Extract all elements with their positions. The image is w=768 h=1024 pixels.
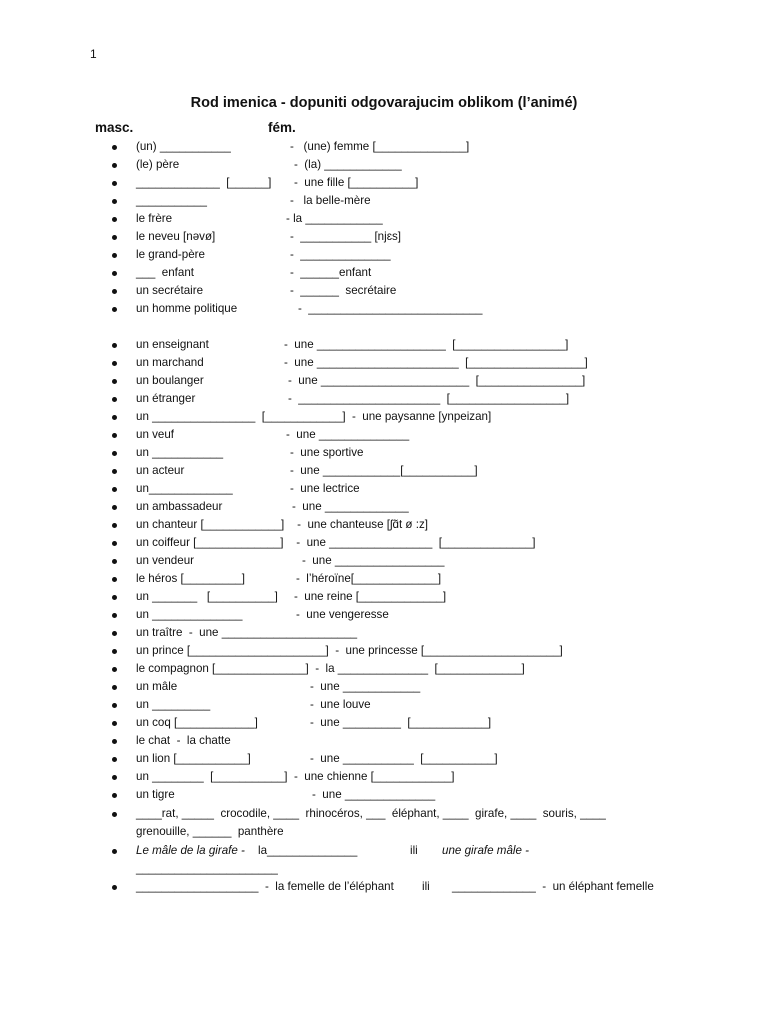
exercise-line bbox=[0, 606, 768, 624]
bullet-icon bbox=[112, 361, 117, 366]
exercise-text: - (une) femme [______________] bbox=[290, 140, 470, 153]
bullet-icon bbox=[112, 595, 117, 600]
exercise-text: - ___________________________ bbox=[298, 302, 483, 315]
bullet-icon bbox=[112, 397, 117, 402]
exercise-text: - une vengeresse bbox=[296, 608, 389, 621]
exercise-text: un_____________ bbox=[136, 482, 233, 495]
bullet-icon bbox=[112, 235, 117, 240]
exercise-text: (le) père bbox=[136, 158, 180, 171]
bullet-icon bbox=[112, 577, 117, 582]
exercise-line bbox=[0, 354, 768, 372]
exercise-text: un marchand bbox=[136, 356, 204, 369]
exercise-line bbox=[0, 860, 768, 878]
exercise-text: - ___________ [njɛs] bbox=[290, 230, 402, 243]
exercise-text: un mâle bbox=[136, 680, 178, 693]
exercise-line bbox=[0, 246, 768, 264]
bullet-icon bbox=[112, 613, 117, 618]
exercise-line bbox=[0, 878, 768, 896]
exercise-text: - une _________ [____________] bbox=[310, 716, 492, 729]
exercise-text: ili bbox=[422, 880, 430, 893]
exercise-text: ___ enfant bbox=[136, 266, 195, 279]
exercise-text: un prince [_____________________] - une princesse [_____________________] bbox=[136, 644, 563, 657]
bullet-icon bbox=[112, 181, 117, 186]
exercise-line bbox=[0, 372, 768, 390]
bullet-icon bbox=[112, 145, 117, 150]
exercise-line bbox=[0, 282, 768, 300]
bullet-icon bbox=[112, 199, 117, 204]
exercise-text: un tigre bbox=[136, 788, 175, 801]
exercise-text: - une sportive bbox=[290, 446, 364, 459]
bullet-icon bbox=[112, 631, 117, 636]
exercise-text: _____________ - un éléphant femelle bbox=[452, 880, 654, 893]
exercise-text: ______________________ bbox=[136, 862, 278, 875]
exercise-text: - une ____________________ [_________________] bbox=[284, 338, 569, 351]
exercise-text: un ________ [___________] - une chienne [____________] bbox=[136, 770, 455, 783]
exercise-line bbox=[0, 534, 768, 552]
exercise-text: (un) ___________ bbox=[136, 140, 231, 153]
exercise-line bbox=[0, 462, 768, 480]
bullet-icon bbox=[112, 703, 117, 708]
exercise-text: un veuf bbox=[136, 428, 175, 441]
exercise-line bbox=[0, 426, 768, 444]
exercise-text: le chat - la chatte bbox=[136, 734, 231, 747]
column-heading-feminine: fém. bbox=[268, 120, 296, 135]
bullet-icon bbox=[112, 469, 117, 474]
exercise-text: un acteur bbox=[136, 464, 185, 477]
exercise-text: un coiffeur [_____________] - une ________________ [______________] bbox=[136, 536, 536, 549]
bullet-icon bbox=[112, 775, 117, 780]
exercise-text: - une ____________[___________] bbox=[290, 464, 478, 477]
bullet-icon bbox=[112, 885, 117, 890]
exercise-text: - la belle-mère bbox=[290, 194, 371, 207]
exercise-text: un ______________ bbox=[136, 608, 243, 621]
bullet-icon bbox=[112, 415, 117, 420]
bullet-icon bbox=[112, 505, 117, 510]
bullet-icon bbox=[112, 343, 117, 348]
exercise-line bbox=[0, 732, 768, 750]
exercise-text: un traître - une _____________________ bbox=[136, 626, 358, 639]
exercise-text: - une _________________ bbox=[302, 554, 445, 567]
bullet-icon bbox=[112, 649, 117, 654]
exercise-text: ___________________ - la femelle de l’éléphant bbox=[136, 880, 394, 893]
exercise-text: le compagnon [______________] - la ______________ [_____________] bbox=[136, 662, 525, 675]
exercise-line bbox=[0, 696, 768, 714]
exercise-text: un _________ bbox=[136, 698, 211, 711]
exercise-text: - ______________________ [__________________] bbox=[288, 392, 570, 405]
exercise-text: - une fille [__________] bbox=[294, 176, 419, 189]
exercise-line bbox=[0, 660, 768, 678]
exercise-text: le héros [_________] bbox=[136, 572, 245, 585]
exercise-text: - une ___________ [___________] bbox=[310, 752, 498, 765]
exercise-text: un ___________ bbox=[136, 446, 224, 459]
exercise-text: un lion [___________] bbox=[136, 752, 251, 765]
exercise-text: - une lectrice bbox=[290, 482, 360, 495]
bullet-icon bbox=[112, 757, 117, 762]
exercise-line bbox=[0, 786, 768, 804]
exercise-line bbox=[0, 228, 768, 246]
exercise-text: ili bbox=[410, 844, 418, 857]
exercise-text: ___________ bbox=[136, 194, 207, 207]
exercise-text: un secrétaire bbox=[136, 284, 204, 297]
bullet-icon bbox=[112, 451, 117, 456]
exercise-line bbox=[0, 444, 768, 462]
bullet-icon bbox=[112, 739, 117, 744]
bullet-icon bbox=[112, 379, 117, 384]
exercise-text: - ______enfant bbox=[290, 266, 372, 279]
column-heading-masculine: masc. bbox=[95, 120, 134, 135]
bullet-icon bbox=[112, 541, 117, 546]
bullet-icon bbox=[112, 289, 117, 294]
exercise-text: - une ____________ bbox=[310, 680, 421, 693]
bullet-icon bbox=[112, 793, 117, 798]
exercise-line bbox=[0, 823, 768, 841]
exercise-line bbox=[0, 570, 768, 588]
bullet-icon bbox=[112, 307, 117, 312]
exercise-text: - (la) ____________ bbox=[294, 158, 402, 171]
exercise-line bbox=[0, 678, 768, 696]
exercise-line bbox=[0, 264, 768, 282]
exercise-line bbox=[0, 642, 768, 660]
exercise-line bbox=[0, 156, 768, 174]
exercise-line bbox=[0, 408, 768, 426]
exercise-text: le grand-père bbox=[136, 248, 205, 261]
bullet-icon bbox=[112, 721, 117, 726]
exercise-line bbox=[0, 624, 768, 642]
exercise-text: - la ____________ bbox=[286, 212, 383, 225]
exercise-line bbox=[0, 714, 768, 732]
exercise-line bbox=[0, 390, 768, 408]
exercise-text: - une _______________________ [________________] bbox=[288, 374, 586, 387]
exercise-line bbox=[0, 842, 768, 860]
exercise-line bbox=[0, 480, 768, 498]
exercise-text: - ______________ bbox=[290, 248, 391, 261]
exercise-line bbox=[0, 588, 768, 606]
bullet-icon bbox=[112, 667, 117, 672]
exercise-text: un vendeur bbox=[136, 554, 195, 567]
exercise-text: le frère bbox=[136, 212, 173, 225]
exercise-line bbox=[0, 174, 768, 192]
exercise-text: la______________ bbox=[258, 844, 358, 857]
exercise-text: - une _____________ bbox=[292, 500, 409, 513]
exercise-text: _____________ [______] bbox=[136, 176, 272, 189]
exercise-line bbox=[0, 805, 768, 823]
exercise-line bbox=[0, 516, 768, 534]
exercise-text: un boulanger bbox=[136, 374, 204, 387]
exercise-text: Le mâle de la girafe - bbox=[136, 844, 245, 857]
exercise-line bbox=[0, 768, 768, 786]
exercise-text: un _______ [__________] - une reine [_____________] bbox=[136, 590, 447, 603]
exercise-line bbox=[0, 552, 768, 570]
bullet-icon bbox=[112, 849, 117, 854]
exercise-text: - une ______________ bbox=[312, 788, 436, 801]
exercise-line bbox=[0, 498, 768, 516]
worksheet-title: Rod imenica - dopuniti odgovarajucim oblikom (l’animé) bbox=[190, 95, 578, 111]
exercise-line bbox=[0, 336, 768, 354]
bullet-icon bbox=[112, 487, 117, 492]
exercise-text: un étranger bbox=[136, 392, 196, 405]
exercise-line bbox=[0, 300, 768, 318]
exercise-text: - l’héroïne[_____________] bbox=[296, 572, 442, 585]
exercise-line bbox=[0, 138, 768, 156]
exercise-text: un enseignant bbox=[136, 338, 209, 351]
bullet-icon bbox=[112, 523, 117, 528]
bullet-icon bbox=[112, 685, 117, 690]
exercise-text: grenouille, ______ panthère bbox=[136, 825, 284, 838]
exercise-line bbox=[0, 210, 768, 228]
exercise-text: - ______ secrétaire bbox=[290, 284, 397, 297]
bullet-icon bbox=[112, 271, 117, 276]
bullet-icon bbox=[112, 559, 117, 564]
bullet-icon bbox=[112, 217, 117, 222]
bullet-icon bbox=[112, 253, 117, 258]
exercise-text: une girafe mâle - bbox=[442, 844, 529, 857]
exercise-text: - une louve bbox=[310, 698, 371, 711]
bullet-icon bbox=[112, 812, 117, 817]
exercise-text: le neveu [nəvø] bbox=[136, 230, 216, 243]
page-number: 1 bbox=[90, 47, 97, 61]
exercise-text: ____rat, _____ crocodile, ____ rhinocéros, ___ éléphant, ____ girafe, ____ souris, ____ bbox=[136, 807, 606, 820]
exercise-text: un homme politique bbox=[136, 302, 238, 315]
bullet-icon bbox=[112, 163, 117, 168]
exercise-text: un ambassadeur bbox=[136, 500, 223, 513]
exercise-text: un coq [____________] bbox=[136, 716, 258, 729]
exercise-line bbox=[0, 192, 768, 210]
bullet-icon bbox=[112, 433, 117, 438]
exercise-text: - une ______________________ [__________________] bbox=[284, 356, 588, 369]
exercise-line bbox=[0, 750, 768, 768]
exercise-text: un ________________ [____________] - une paysanne [ynpeizan] bbox=[136, 410, 492, 423]
exercise-text: un chanteur [____________] - une chanteuse [ʃɑ̃t ø :z] bbox=[136, 518, 428, 531]
exercise-text: - une ______________ bbox=[286, 428, 410, 441]
